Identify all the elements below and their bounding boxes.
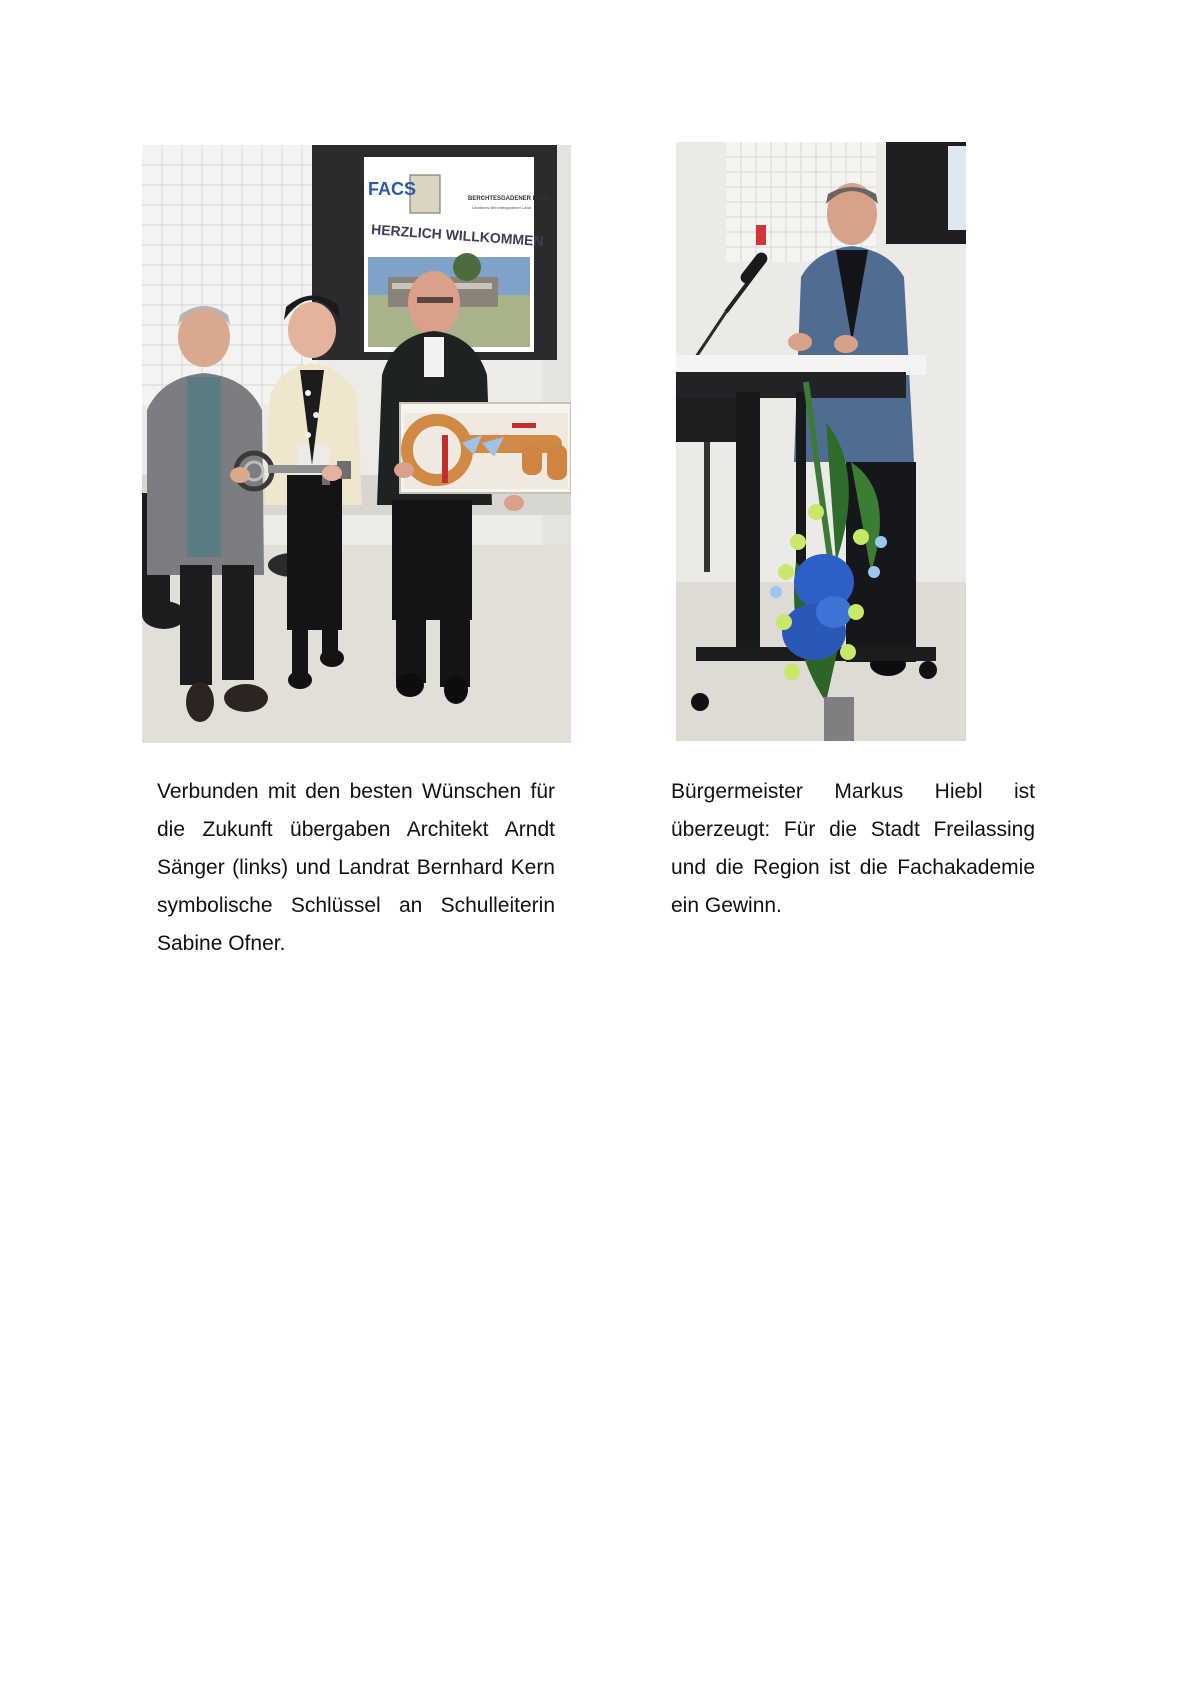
photo-key-handover [142, 145, 571, 743]
screen-heading-text: HERZLICH WILLKOMMEN [370, 221, 545, 250]
caption-mayor: Bürgermeister Markus Hiebl ist überzeugt: Für die Stadt Freilassing und die Region ist die Fachakademie ein Gewinn. [671, 780, 1035, 917]
photo-key-handover-graphic [142, 145, 571, 743]
caption-key-handover: Verbunden mit den besten Wünschen für die Zukunft übergaben Architekt Arndt Sänger (links) und Landrat Bernhard Kern symbolische Schlüssel an Schulleiterin Sabine Ofner. [157, 780, 555, 955]
photo-mayor-lectern-graphic [676, 142, 966, 741]
photo-mayor-lectern [676, 142, 966, 741]
screen-org-text: BERCHTESGADENER LAND [468, 196, 550, 202]
screen-logo-text: FACS [368, 179, 417, 199]
screen-org-sub-text: Landkreis Berchtesgadener Land [472, 205, 531, 210]
